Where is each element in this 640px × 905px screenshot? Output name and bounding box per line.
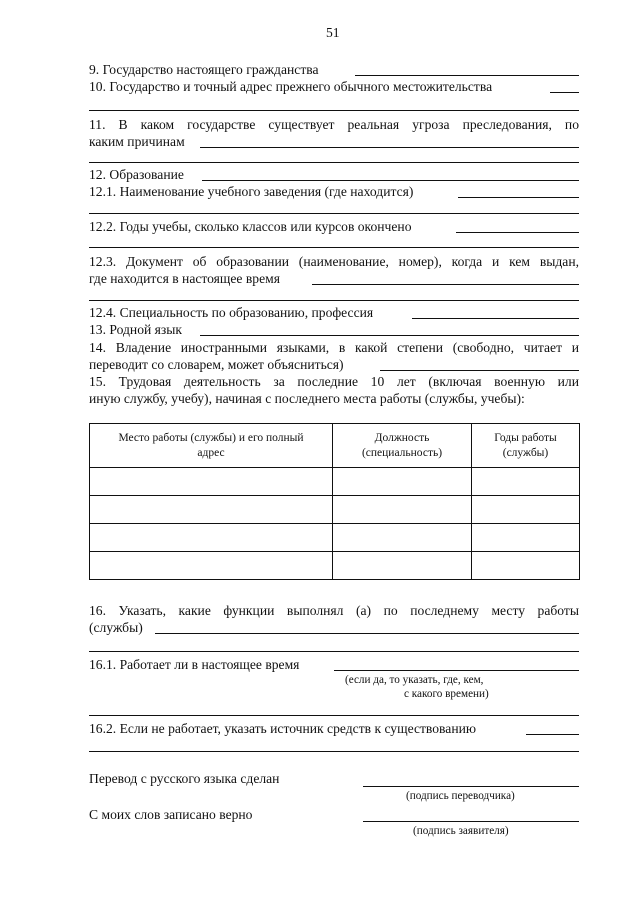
- item-11-answer-line[interactable]: [200, 147, 579, 148]
- item-16-2-answer-line-2[interactable]: [89, 751, 579, 752]
- item-12-2-label: 12.2. Годы учебы, сколько классов или курсов окончено: [89, 219, 412, 234]
- item-12-3-label-line2: где находится в настоящее время: [89, 271, 280, 286]
- item-12-4-answer-line[interactable]: [412, 318, 579, 319]
- item-16-1-note-line1: (если да, то указать, где, кем,: [345, 674, 484, 686]
- applicant-signature-line[interactable]: [363, 821, 579, 822]
- item-9-answer-line[interactable]: [355, 75, 579, 76]
- item-13-label: 13. Родной язык: [89, 322, 183, 337]
- translator-signature-caption: (подпись переводчика): [406, 790, 515, 802]
- item-12-answer-line[interactable]: [202, 180, 579, 181]
- column-header-years-line2: (службы): [502, 446, 549, 459]
- translator-signature-line[interactable]: [363, 786, 579, 787]
- table-cell-workplace[interactable]: [90, 496, 333, 524]
- table-cell-years[interactable]: [472, 468, 580, 496]
- item-14-label-line1: 14. Владение иностранными языками, в какой степени (свободно, читает и: [89, 340, 579, 355]
- item-12-2-answer-line[interactable]: [456, 232, 579, 233]
- column-header-workplace: [90, 424, 333, 468]
- table-row: [90, 524, 580, 552]
- item-15-label-line1: 15. Трудовая деятельность за последние 10 лет (включая военную или: [89, 374, 579, 389]
- translation-label: Перевод с русского языка сделан: [89, 771, 280, 786]
- table-cell-position[interactable]: [333, 552, 472, 580]
- item-12-1-answer-line-2[interactable]: [89, 213, 579, 214]
- table-cell-years[interactable]: [472, 552, 580, 580]
- column-header-workplace-line2: адрес: [197, 446, 225, 459]
- work-history-table: [89, 423, 580, 580]
- item-11-answer-line-2[interactable]: [89, 162, 579, 163]
- item-12-3-label-line1: 12.3. Документ об образовании (наименование, номер), когда и кем выдан,: [89, 254, 579, 269]
- item-16-2-label: 16.2. Если не работает, указать источник средств к существованию: [89, 721, 477, 736]
- item-12-1-label: 12.1. Наименование учебного заведения (где находится): [89, 184, 414, 199]
- item-12-2-answer-line-2[interactable]: [89, 247, 579, 248]
- table-cell-workplace[interactable]: [90, 524, 333, 552]
- item-10-answer-line[interactable]: [550, 92, 579, 93]
- item-10-answer-line-2[interactable]: [89, 110, 579, 111]
- item-12-label: 12. Образование: [89, 167, 184, 182]
- table-cell-workplace[interactable]: [90, 468, 333, 496]
- item-16-label-line1: 16. Указать, какие функции выполнял (а) по последнему месту работы: [89, 603, 579, 618]
- table-cell-position[interactable]: [333, 496, 472, 524]
- item-16-2-answer-line[interactable]: [526, 734, 579, 735]
- item-16-label-line2: (службы): [89, 620, 143, 635]
- item-12-1-answer-line[interactable]: [458, 197, 579, 198]
- item-11-label-line1: 11. В каком государстве существует реальная угроза преследования, по: [89, 117, 579, 132]
- item-12-4-label: 12.4. Специальность по образованию, профессия: [89, 305, 374, 320]
- table-cell-years[interactable]: [472, 496, 580, 524]
- item-15-label-line2: иную службу, учебу), начиная с последнего места работы (службы, учебы):: [89, 391, 525, 406]
- column-header-years: [472, 424, 580, 468]
- item-16-1-answer-line-2[interactable]: [89, 715, 579, 716]
- item-9-label: 9. Государство настоящего гражданства: [89, 62, 319, 77]
- item-12-3-answer-line-2[interactable]: [89, 300, 579, 301]
- item-16-answer-line[interactable]: [155, 633, 579, 634]
- table-row: [90, 468, 580, 496]
- page-number: 51: [326, 25, 340, 40]
- item-14-answer-line[interactable]: [380, 370, 579, 371]
- table-cell-years[interactable]: [472, 524, 580, 552]
- table-cell-position[interactable]: [333, 468, 472, 496]
- item-14-label-line2: переводит со словарем, может объясниться): [89, 357, 344, 372]
- column-header-position-line1: Должность: [374, 431, 430, 444]
- table-row: [90, 496, 580, 524]
- table-cell-workplace[interactable]: [90, 552, 333, 580]
- recorded-label: С моих слов записано верно: [89, 807, 253, 822]
- table-cell-position[interactable]: [333, 524, 472, 552]
- column-header-position-line2: (специальность): [361, 446, 443, 459]
- work-history-header-row: [90, 424, 580, 468]
- item-16-1-answer-line[interactable]: [334, 670, 579, 671]
- item-16-1-note-line2: с какого времени): [404, 688, 489, 700]
- column-header-years-line1: Годы работы: [494, 431, 557, 444]
- item-10-label: 10. Государство и точный адрес прежнего обычного местожительства: [89, 79, 493, 94]
- item-11-label-line2: каким причинам: [89, 134, 185, 149]
- column-header-position: [333, 424, 472, 468]
- table-row: [90, 552, 580, 580]
- item-16-1-label: 16.1. Работает ли в настоящее время: [89, 657, 300, 672]
- column-header-workplace-line1: Место работы (службы) и его полный: [118, 431, 304, 444]
- applicant-signature-caption: (подпись заявителя): [413, 825, 509, 837]
- item-12-3-answer-line[interactable]: [312, 284, 579, 285]
- item-16-answer-line-2[interactable]: [89, 651, 579, 652]
- item-13-answer-line[interactable]: [200, 335, 579, 336]
